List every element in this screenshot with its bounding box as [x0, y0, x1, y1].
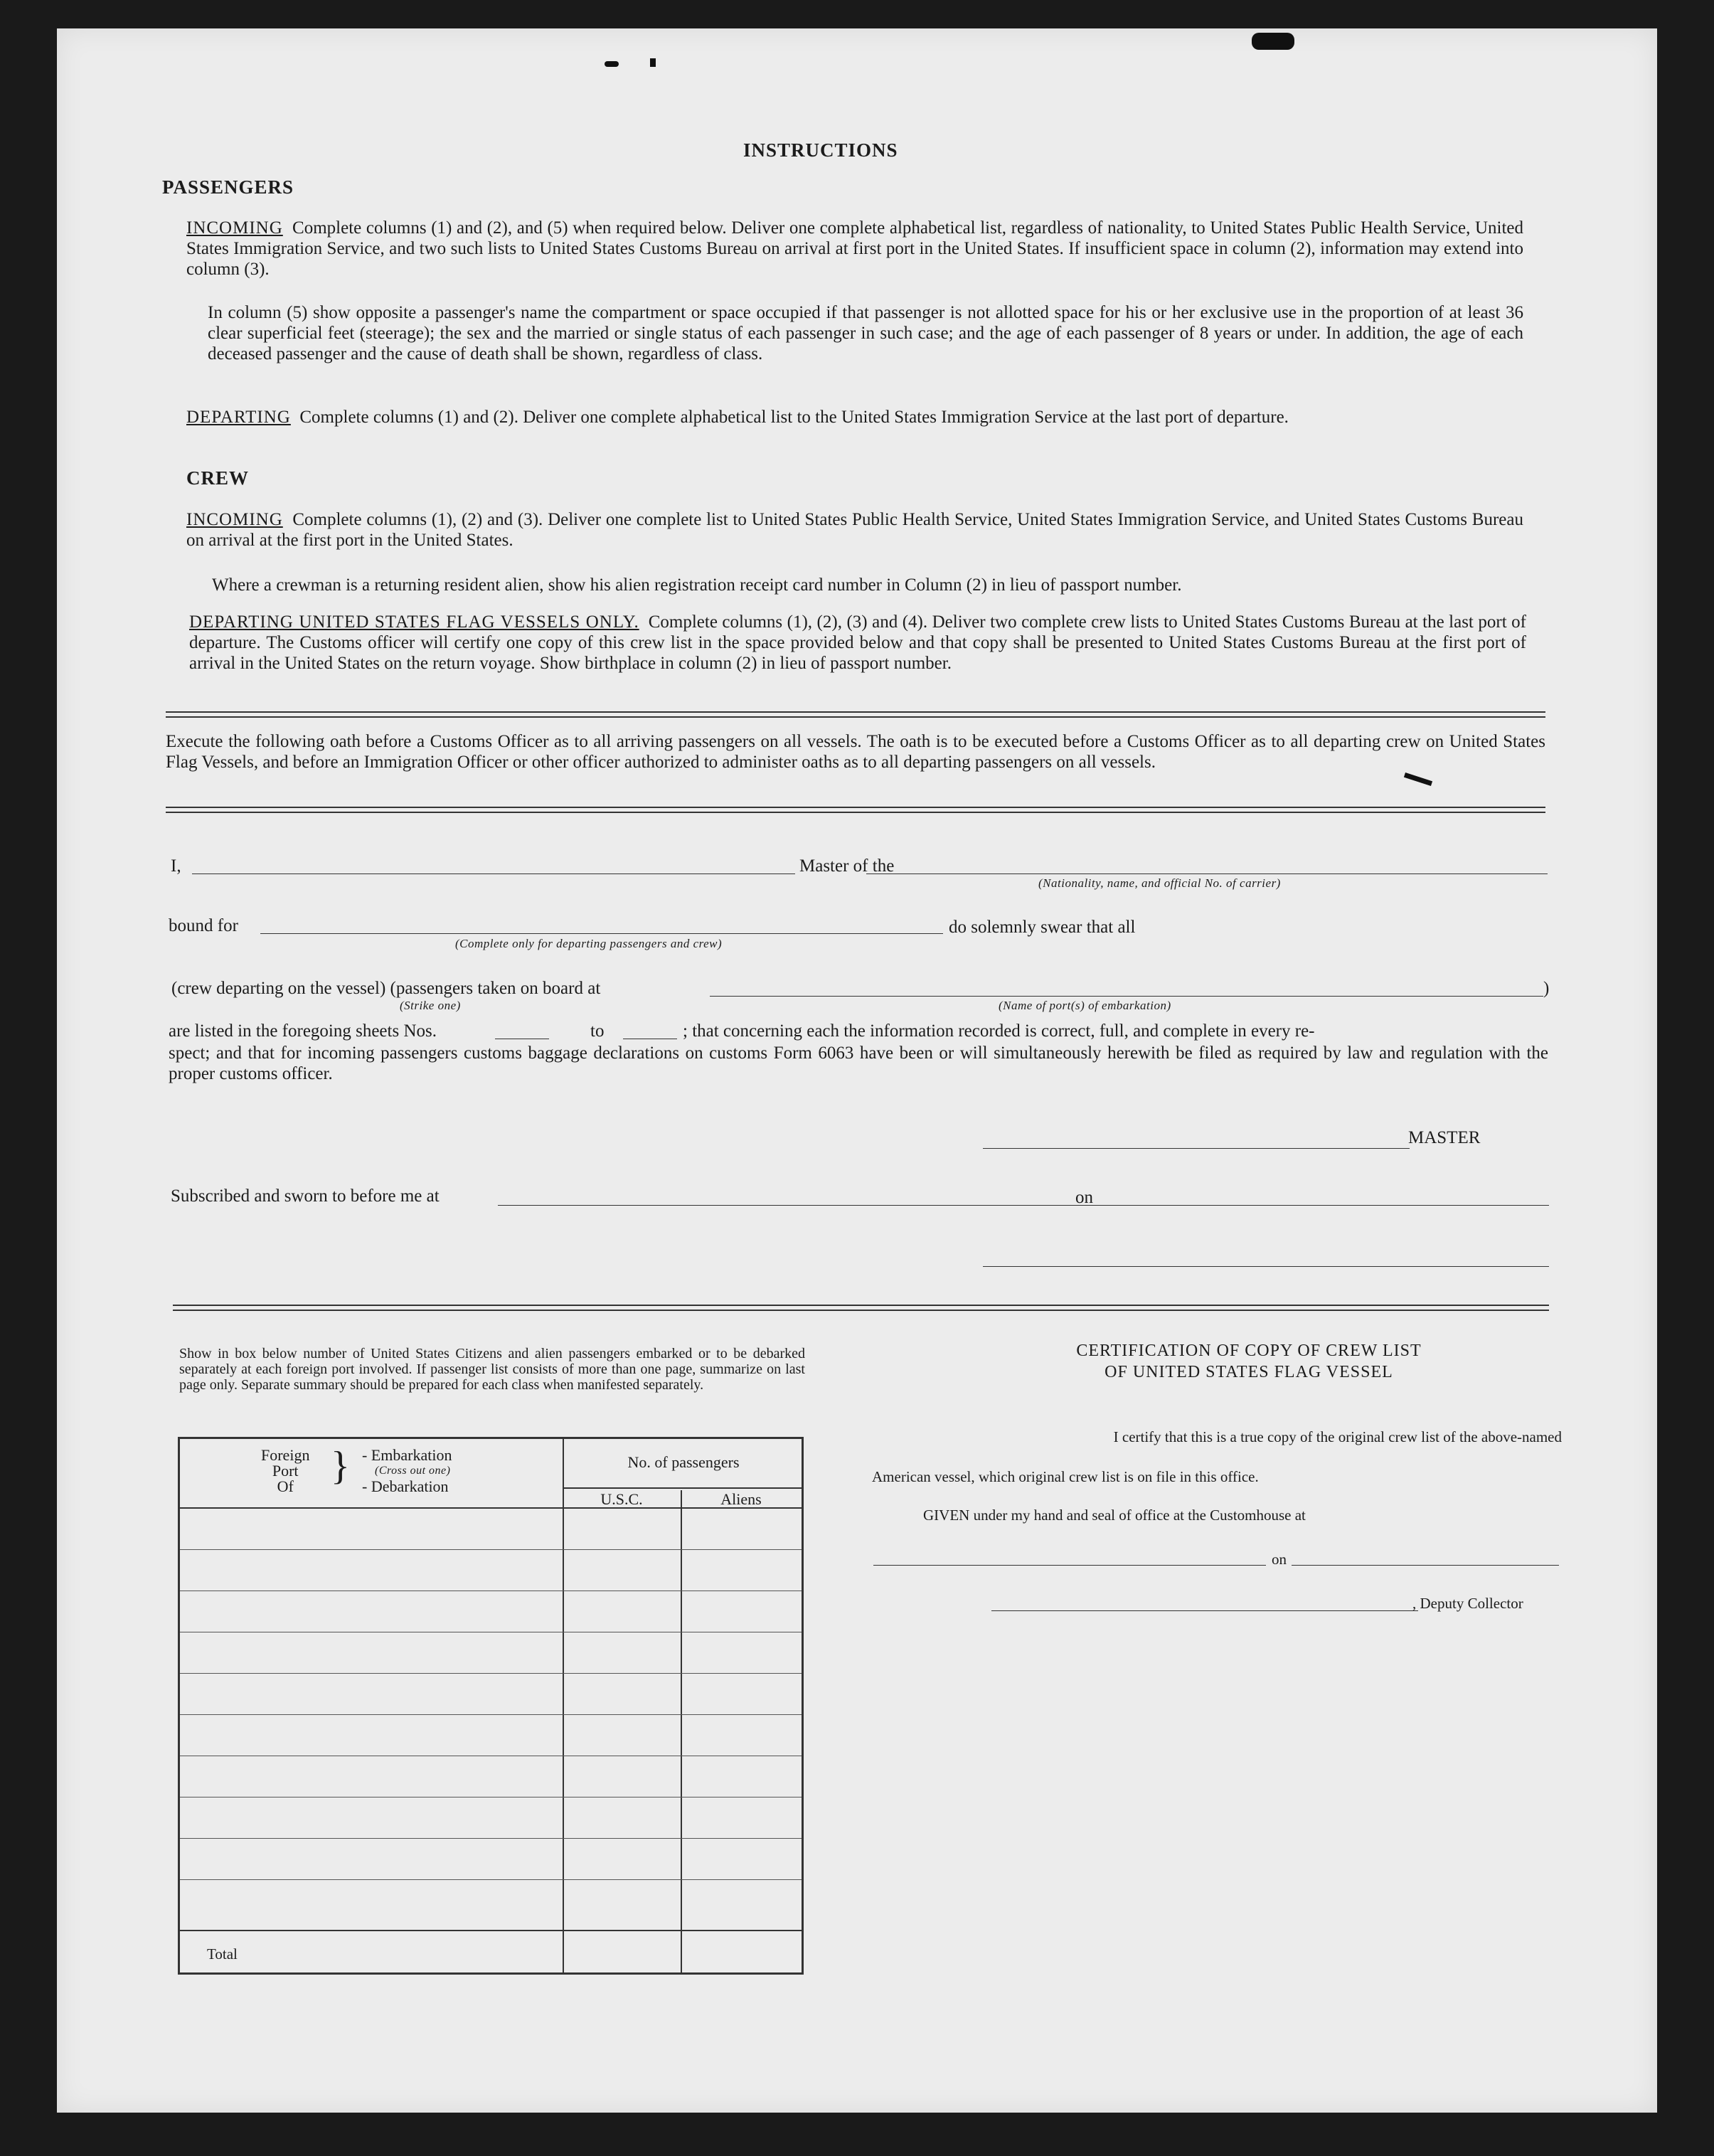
- passengers-incoming-label: INCOMING: [186, 218, 283, 238]
- bound-for-label: bound for: [169, 916, 238, 935]
- crew-incoming-block: [186, 509, 1523, 551]
- column-divider: [563, 1439, 564, 1972]
- table-row[interactable]: [180, 1673, 802, 1674]
- deputy-label: , Deputy Collector: [1412, 1595, 1523, 1612]
- divider: [166, 807, 1545, 813]
- debarkation-option[interactable]: - Debarkation: [362, 1477, 449, 1495]
- crew-departing-text: Complete columns (1), (2), (3) and (4). Deliver two complete crew lists to United States Customs Bureau at the last port of departure. The Customs officer will certify one copy of this crew list in the space provided below and that copy shall be presented to United States Customs Bureau at the first port of arrival in the United States on the return voyage. Show birthplace in column (2) in lieu of passport number.: [189, 612, 1526, 673]
- header-divider: [563, 1487, 802, 1489]
- divider: [173, 1305, 1549, 1311]
- listed-continuation: spect; and that for incoming passengers customs baggage declarations on customs Form 6063 have been or will simultaneously herewith be filed as required by law and regulation with the proper customs officer.: [169, 1044, 1548, 1083]
- crew-departing-block: [189, 612, 1526, 674]
- summary-box: [178, 1437, 804, 1975]
- given-line: GIVEN under my hand and seal of office at the Customhouse at: [923, 1507, 1306, 1524]
- oath-instruction: Execute the following oath before a Customs Officer as to all arriving passengers on all vessels. The oath is to be executed before a Customs Officer as to all departing crew on United States Flag Vessels, and before an Immigration Officer or other officer authorized to administer oaths as to all departing passengers on all vessels.: [166, 732, 1545, 772]
- column-divider: [681, 1490, 682, 1972]
- master-label: MASTER: [1408, 1128, 1481, 1147]
- page-heading: INSTRUCTIONS: [743, 139, 898, 161]
- table-row[interactable]: [180, 1879, 802, 1880]
- passengers-column5-text: In column (5) show opposite a passenger's name the compartment or space occupied if that passenger is not allotted space for his or her exclusive use in the proportion of at least 36 clear superficial feet (steerage); the sex and the married or single status of each passenger in such case; and the age of each passenger of 8 years or under. In addition, the age of each deceased passenger and the cause of death shall be shown, regardless of class.: [208, 303, 1523, 363]
- sworn-place-field[interactable]: [498, 1205, 1124, 1206]
- embarkation-option[interactable]: - Embarkation: [362, 1446, 452, 1464]
- table-row[interactable]: [180, 1838, 802, 1839]
- crew-departing-text: (crew departing on the vessel): [171, 979, 386, 998]
- listed-to: to: [590, 1021, 605, 1041]
- table-row[interactable]: [180, 1549, 802, 1550]
- passengers-taken-text: (passengers taken on board at: [390, 979, 601, 998]
- certification-title-line1: CERTIFICATION OF COPY OF CREW LIST: [1076, 1342, 1422, 1360]
- sworn-on-label: on: [1075, 1188, 1093, 1207]
- crew-incoming-label: INCOMING: [186, 510, 283, 529]
- close-paren: ): [1543, 979, 1550, 998]
- foreign-port-of: [261, 1448, 309, 1494]
- customhouse-field[interactable]: [873, 1565, 1266, 1566]
- crew-title: CREW: [186, 467, 250, 489]
- master-of-the-label: Master of the: [799, 856, 895, 876]
- scan-speck: [1252, 33, 1294, 50]
- sworn-date-field[interactable]: [1101, 1205, 1549, 1206]
- document-page: [57, 28, 1657, 2113]
- scan-speck: [650, 58, 656, 67]
- foreign-label: Foreign: [261, 1446, 310, 1464]
- passengers-title: PASSENGERS: [162, 176, 294, 198]
- listed-suffix: ; that concerning each the information recorded is correct, full, and complete in every re-: [683, 1021, 1315, 1041]
- brace-icon: }: [331, 1444, 350, 1488]
- master-name-field[interactable]: [192, 873, 795, 874]
- carrier-field[interactable]: [866, 873, 1548, 874]
- certify-line1: I certify that this is a true copy of the original crew list of the above-named: [1113, 1428, 1562, 1445]
- no-passengers-header: No. of passengers: [627, 1453, 740, 1471]
- usc-header: U.S.C.: [600, 1490, 643, 1508]
- master-signature-field[interactable]: [983, 1148, 1410, 1149]
- passengers-incoming-block: [186, 218, 1523, 280]
- subscribed-label: Subscribed and sworn to before me at: [171, 1186, 440, 1206]
- passengers-departing-text: Complete columns (1) and (2). Deliver one complete alphabetical list to the United States Immigration Service at the last port of departure.: [299, 408, 1289, 427]
- divider: [166, 711, 1545, 718]
- carrier-hint: (Nationality, name, and official No. of carrier): [1038, 876, 1281, 890]
- passengers-incoming-text: Complete columns (1) and (2), and (5) when required below. Deliver one complete alphabetical list, regardless of nationality, to United States Public Health Service, United States Immigration Service, and two such lists to United States Customs Bureau on arrival at first port in the United States. If insufficient space in column (2), information may extend into column (3).: [186, 218, 1524, 279]
- bound-for-hint: (Complete only for departing passengers and crew): [455, 937, 723, 950]
- crew-departing-option: [171, 979, 600, 999]
- aliens-header: Aliens: [720, 1490, 762, 1508]
- bound-for-field[interactable]: [260, 933, 943, 934]
- deputy-signature-field[interactable]: [991, 1610, 1418, 1611]
- scan-speck: [605, 61, 619, 67]
- total-label: Total: [207, 1945, 238, 1963]
- port-label: Port: [272, 1462, 299, 1480]
- certification-title-line2: OF UNITED STATES FLAG VESSEL: [1104, 1363, 1393, 1381]
- crew-incoming-text: Complete columns (1), (2) and (3). Deliver one complete list to United States Public Health Service, United States Immigration Service, and United States Customs Bureau on arrival at the first port in the United States.: [186, 510, 1523, 550]
- cross-out-hint: (Cross out one): [375, 1465, 451, 1477]
- oath-i-label: I,: [171, 856, 181, 876]
- strike-one-hint: (Strike one): [400, 999, 461, 1012]
- cert-date-field[interactable]: [1292, 1565, 1559, 1566]
- embarkation-ports-field[interactable]: [710, 996, 1543, 997]
- table-row[interactable]: [180, 1714, 802, 1715]
- listed-prefix: are listed in the foregoing sheets Nos.: [169, 1021, 437, 1041]
- embark-options: [362, 1448, 452, 1494]
- crew-resident-text: Where a crewman is a returning resident alien, show his alien registration receipt card number in Column (2) in lieu of passport number.: [212, 575, 1182, 595]
- swear-text: do solemnly swear that all: [949, 918, 1136, 937]
- ports-hint: (Name of port(s) of embarkation): [999, 999, 1171, 1012]
- officer-signature-field[interactable]: [983, 1266, 1549, 1267]
- of-label: Of: [277, 1477, 294, 1495]
- certification-title: [986, 1340, 1512, 1383]
- total-row[interactable]: [180, 1930, 802, 1931]
- crew-departing-label: DEPARTING UNITED STATES FLAG VESSELS ONLY.: [189, 612, 639, 632]
- passengers-departing-label: DEPARTING: [186, 408, 291, 427]
- summary-instruction: Show in box below number of United States Citizens and alien passengers embarked or to be debarked separately at each foreign port involved. If passenger list consists of more than one page, summarize on last page only. Separate summary should be prepared for each class when manifested separately.: [179, 1346, 805, 1393]
- cert-on-label: on: [1272, 1551, 1287, 1568]
- passengers-departing-block: [186, 407, 1523, 428]
- certify-line2: American vessel, which original crew list is on file in this office.: [872, 1468, 1259, 1485]
